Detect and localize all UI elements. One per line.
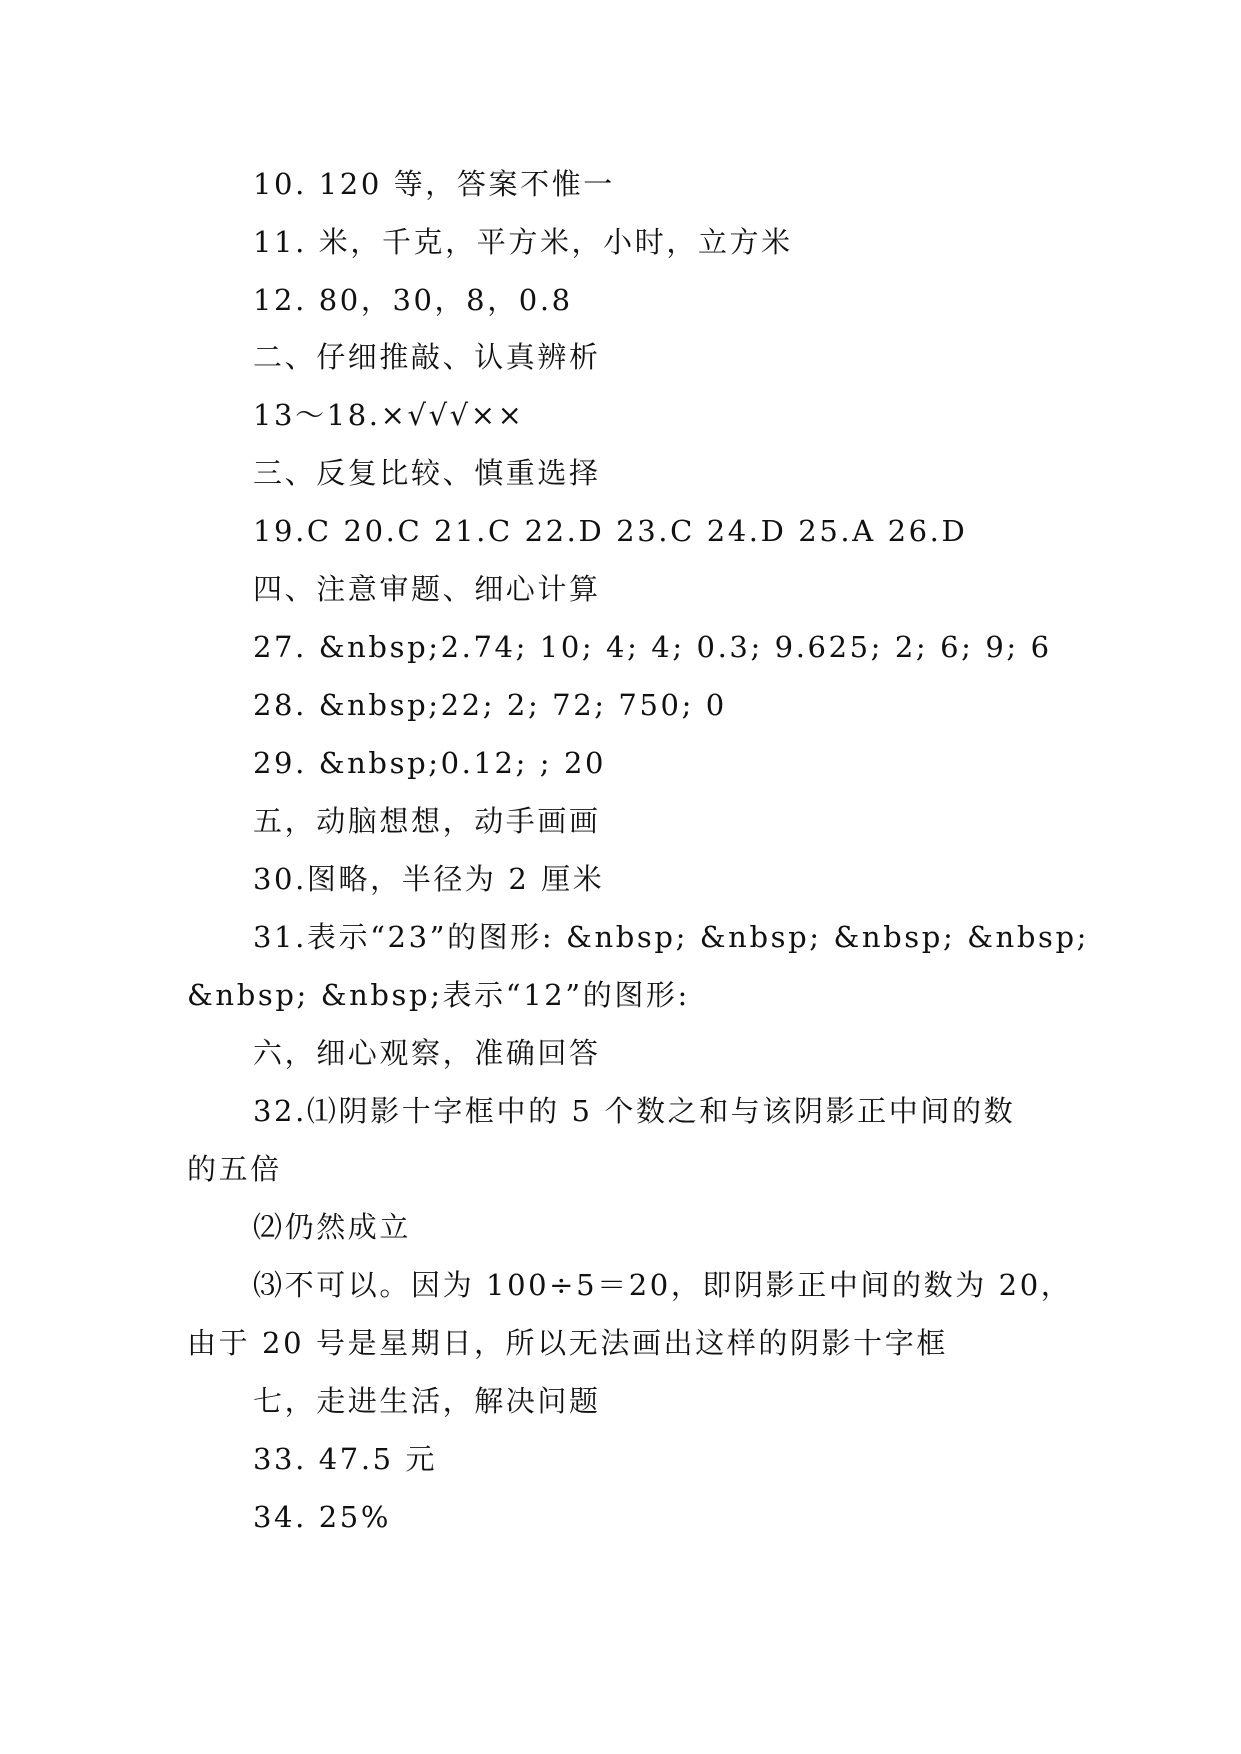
section-heading: 六，细心观察，准确回答 xyxy=(253,1036,601,1070)
answer-line: 31.表示“23”的图形: &nbsp; &nbsp; &nbsp; &nbsp; xyxy=(253,920,1090,954)
answer-line: 11. 米，千克，平方米，小时，立方米 xyxy=(253,225,793,259)
answer-line-continued: 的五倍 xyxy=(187,1152,282,1186)
answer-line-continued: &nbsp; &nbsp;表示“12”的图形: xyxy=(187,978,690,1012)
answer-line: 27. &nbsp;2.74; 10; 4; 4; 0.3; 9.625; 2; 6; 9; 6 xyxy=(253,630,1052,664)
answer-line-continued: 由于 20 号是星期日，所以无法画出这样的阴影十字框 xyxy=(187,1326,948,1360)
answer-line: 29. &nbsp;0.12; ; 20 xyxy=(253,746,607,780)
section-heading: 五，动脑想想，动手画画 xyxy=(253,804,601,838)
section-heading: 三、反复比较、慎重选择 xyxy=(253,456,601,490)
answer-line: ⑵仍然成立 xyxy=(253,1210,412,1244)
answer-line: 34. 25% xyxy=(253,1500,391,1534)
answer-line: 13～18.×√√√×× xyxy=(253,398,525,432)
section-heading: 七，走进生活，解决问题 xyxy=(253,1384,601,1418)
answer-line: 33. 47.5 元 xyxy=(253,1442,438,1476)
answer-line: ⑶不可以。因为 100÷5＝20，即阴影正中间的数为 20， xyxy=(253,1268,1073,1302)
answer-line: 12. 80，30，8，0.8 xyxy=(253,283,573,317)
section-heading: 二、仔细推敲、认真辨析 xyxy=(253,340,601,374)
section-heading: 四、注意审题、细心计算 xyxy=(253,572,601,606)
answer-line: 28. &nbsp;22; 2; 72; 750; 0 xyxy=(253,688,727,722)
answer-line: 32.⑴阴影十字框中的 5 个数之和与该阴影正中间的数 xyxy=(253,1094,1016,1128)
answer-line: 30.图略，半径为 2 厘米 xyxy=(253,862,605,896)
answer-line: 10. 120 等，答案不惟一 xyxy=(253,167,615,201)
answer-line: 19.C 20.C 21.C 22.D 23.C 24.D 25.A 26.D xyxy=(253,514,968,548)
